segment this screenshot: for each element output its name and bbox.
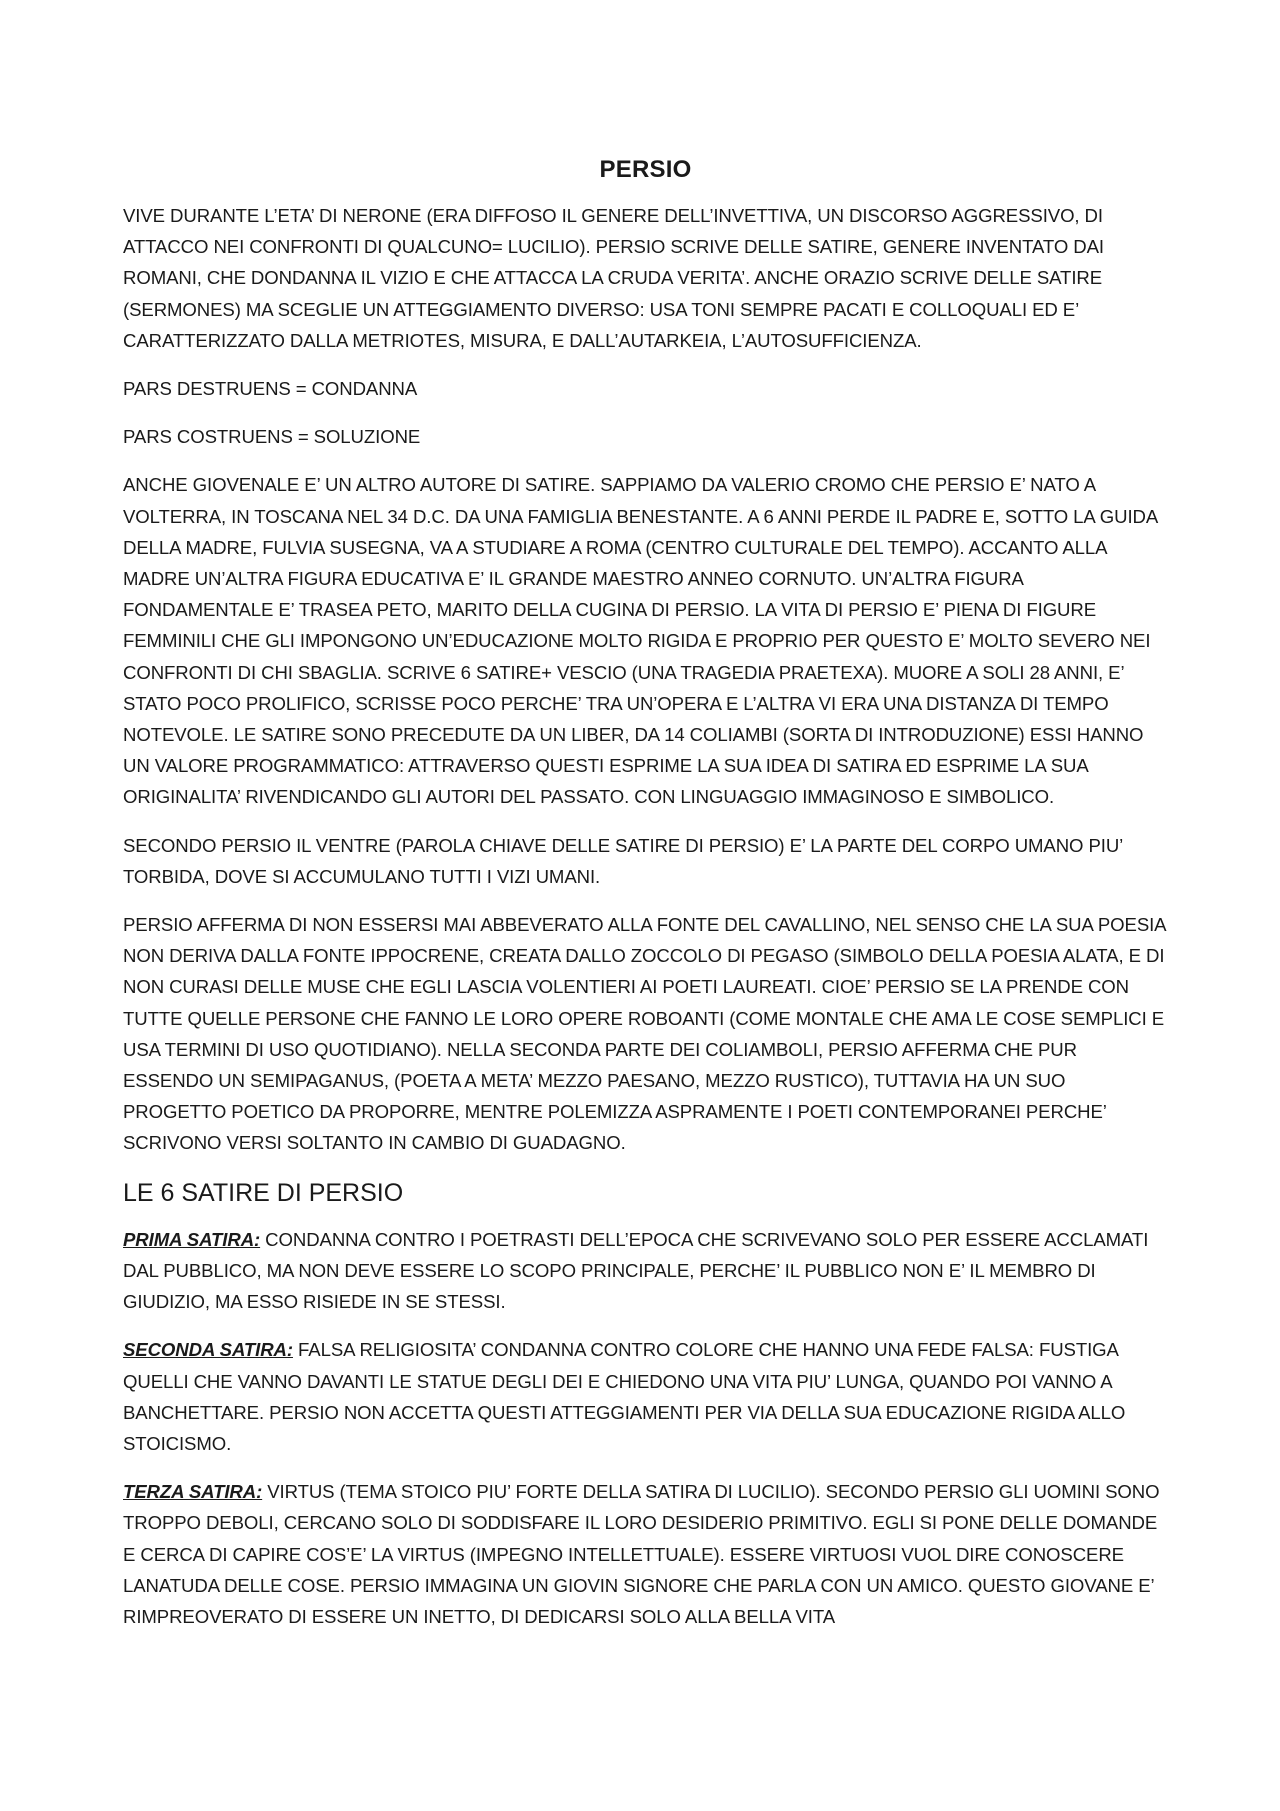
satira-label: SECONDA SATIRA: [123, 1339, 293, 1361]
satira-paragraph-2 [123, 1334, 1168, 1459]
pars-costruens-line: PARS COSTRUENS = SOLUZIONE [123, 426, 421, 448]
satira-text: FALSA RELIGIOSITA’ CONDANNA CONTRO COLORE CHE HANNO UNA FEDE FALSA: FUSTIGA QUELLI CHE VANNO DAVANTI LE STATUE DEGLI DEI E CHIEDONO UNA VITA PIU’ LUNGA, QUANDO POI VANNO A BANCHETTARE. PERSIO NON ACCETTA QUESTI ATTEGGIAMENTI PER VIA DELLA SUA EDUCAZIONE RIGIDA ALLO STOICISMO. [123, 1339, 1126, 1454]
section-heading: LE 6 SATIRE DI PERSIO [123, 1178, 404, 1207]
intro-paragraph: VIVE DURANTE L’ETA’ DI NERONE (ERA DIFFOSO IL GENERE DELL’INVETTIVA, UN DISCORSO AGGRESSIVO, DI ATTACCO NEI CONFRONTI DI QUALCUNO= LUCILIO). PERSIO SCRIVE DELLE SATIRE, GENERE INVENTATO DAI ROMANI, CHE DONDANNA IL VIZIO E CHE ATTACCA LA CRUDA VERITA’. ANCHE ORAZIO SCRIVE DELLE SATIRE (SERMONES) MA SCEGLIE UN ATTEGGIAMENTO DIVERSO: USA TONI SEMPRE PACATI E COLLOQUALI ED E’ CARATTERIZZATO DALLA METRIOTES, MISURA, E DALL’AUTARKEIA, L’AUTOSUFFICIENZA. [123, 205, 1104, 351]
satira-text: CONDANNA CONTRO I POETRASTI DELL’EPOCA CHE SCRIVEVANO SOLO PER ESSERE ACCLAMATI DAL PUBBLICO, MA NON DEVE ESSERE LO SCOPO PRINCIPALE, PERCHE’ IL PUBBLICO NON E’ IL MEMBRO DI GIUDIZIO, MA ESSO RISIEDE IN SE STESSI. [123, 1228, 1149, 1313]
satira-paragraph-1 [123, 1224, 1168, 1318]
biography-paragraph: ANCHE GIOVENALE E’ UN ALTRO AUTORE DI SATIRE. SAPPIAMO DA VALERIO CROMO CHE PERSIO E’ NATO A VOLTERRA, IN TOSCANA NEL 34 D.C. DA UNA FAMIGLIA BENESTANTE. A 6 ANNI PERDE IL PADRE E, SOTTO LA GUIDA DELLA MADRE, FULVIA SUSEGNA, VA A STUDIARE A ROMA (CENTRO CULTURALE DEL TEMPO). ACCANTO ALLA MADRE UN’ALTRA FIGURA EDUCATIVA E’ IL GRANDE MAESTRO ANNEO CORNUTO. UN’ALTRA FIGURA FONDAMENTALE E’ TRASEA PETO, MARITO DELLA CUGINA DI PERSIO. LA VITA DI PERSIO E’ PIENA DI FIGURE FEMMINILI CHE GLI IMPONGONO UN’EDUCAZIONE MOLTO RIGIDA E PROPRIO PER QUESTO E’ MOLTO SEVERO NEI CONFRONTI DI CHI SBAGLIA. SCRIVE 6 SATIRE+ VESCIO (UNA TRAGEDIA PRAETEXA). MUORE A SOLI 28 ANNI, E’ STATO POCO PROLIFICO, SCRISSE POCO PERCHE’ TRA UN’OPERA E L’ALTRA VI ERA UNA DISTANZA DI TEMPO NOTEVOLE. LE SATIRE SONO PRECEDUTE DA UN LIBER, DA 14 COLIAMBI (SORTA DI INTRODUZIONE) ESSI HANNO UN VALORE PROGRAMMATICO: ATTRAVERSO QUESTI ESPRIME LA SUA IDEA DI SATIRA ED ESPRIME LA SUA ORIGINALITA’ RIVENDICANDO GLI AUTORI DEL PASSATO. CON LINGUAGGIO IMMAGINOSO E SIMBOLICO. [123, 474, 1158, 808]
satira-text: VIRTUS (TEMA STOICO PIU’ FORTE DELLA SATIRA DI LUCILIO). SECONDO PERSIO GLI UOMINI SONO TROPPO DEBOLI, CERCANO SOLO DI SODDISFARE IL LORO DESIDERIO PRIMITIVO. EGLI SI PONE DELLE DOMANDE E CERCA DI CAPIRE COS’E’ LA VIRTUS (IMPEGNO INTELLETTUALE). ESSERE VIRTUOSI VUOL DIRE CONOSCERE LANATUDA DELLE COSE. PERSIO IMMAGINA UN GIOVIN SIGNORE CHE PARLA CON UN AMICO. QUESTO GIOVANE E’ RIMPREOVERATO DI ESSERE UN INETTO, DI DEDICARSI SOLO ALLA BELLA VITA [123, 1481, 1160, 1627]
ventre-paragraph: SECONDO PERSIO IL VENTRE (PAROLA CHIAVE DELLE SATIRE DI PERSIO) E’ LA PARTE DEL CORPO UMANO PIU’ TORBIDA, DOVE SI ACCUMULANO TUTTI I VIZI UMANI. [123, 834, 1123, 887]
satira-label: TERZA SATIRA: [123, 1481, 263, 1503]
satira-paragraph-3 [123, 1476, 1168, 1632]
coliambi-paragraph: PERSIO AFFERMA DI NON ESSERSI MAI ABBEVERATO ALLA FONTE DEL CAVALLINO, NEL SENSO CHE LA SUA POESIA NON DERIVA DALLA FONTE IPPOCRENE, CREATA DALLO ZOCCOLO DI PEGASO (SIMBOLO DELLA POESIA ALATA, E DI NON CURASI DELLE MUSE CHE EGLI LASCIA VOLENTIERI AI POETI LAUREATI. CIOE’ PERSIO SE LA PRENDE CON TUTTE QUELLE PERSONE CHE FANNO LE LORO OPERE ROBOANTI (COME MONTALE CHE AMA LE COSE SEMPLICI E USA TERMINI DI USO QUOTIDIANO). NELLA SECONDA PARTE DEI COLIAMBOLI, PERSIO AFFERMA CHE PUR ESSENDO UN SEMIPAGANUS, (POETA A META’ MEZZO PAESANO, MEZZO RUSTICO), TUTTAVIA HA UN SUO PROGETTO POETICO DA PROPORRE, MENTRE POLEMIZZA ASPRAMENTE I POETI CONTEMPORANEI PERCHE’ SCRIVONO VERSI SOLTANTO IN CAMBIO DI GUADAGNO. [123, 914, 1166, 1154]
document-page [123, 156, 1168, 1649]
pars-destruens-line: PARS DESTRUENS = CONDANNA [123, 378, 418, 400]
page-title: PERSIO [599, 156, 692, 183]
satira-label: PRIMA SATIRA: [123, 1228, 261, 1250]
